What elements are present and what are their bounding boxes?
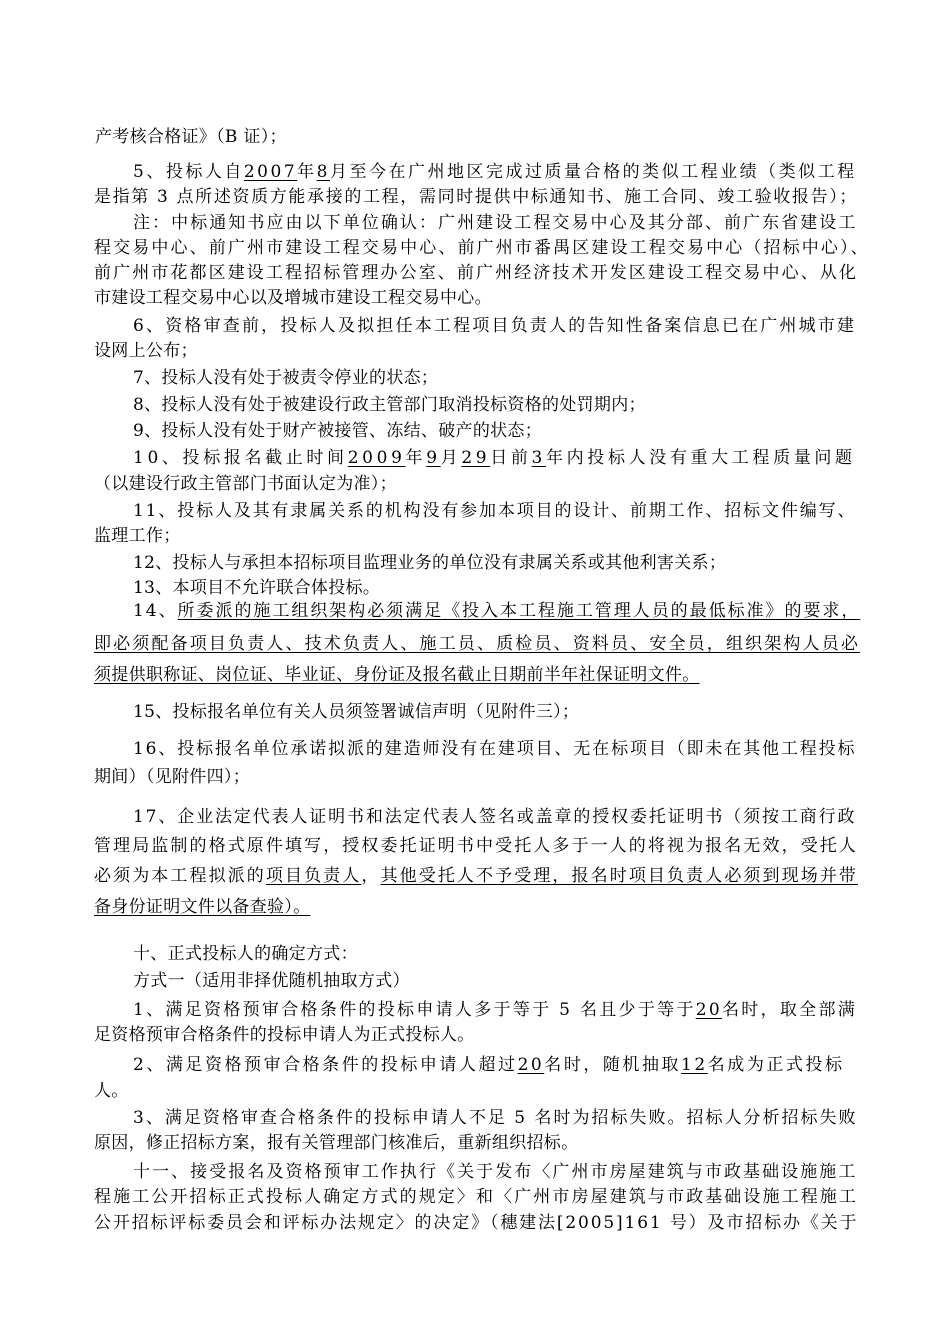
text-line xyxy=(94,526,181,546)
text-segment: 方式一（适用非择优随机抽取方式） xyxy=(133,971,410,991)
text-segment: 2、满足资格预审合格条件的投标申请人超过 xyxy=(133,1055,518,1075)
text-segment: 6、资格审查前，投标人及拟担任本工程项目负责人的告知性备案信息已在广州城市建 xyxy=(133,316,857,336)
underlined-text: 2009 xyxy=(347,448,406,468)
text-line xyxy=(133,553,726,573)
text-segment: 名时，随机抽取 xyxy=(544,1055,682,1075)
text-line xyxy=(133,448,856,468)
text-segment: 管理局监制的格式原件填写，授权委托证明书中受托人多于一人的将视为报名无效，受托人 xyxy=(94,836,858,856)
text-segment: 市建设工程交易中心以及增城市建设工程交易中心。 xyxy=(94,288,492,308)
underlined-text: 所委派的施工组织架构必须满足《投入本工程施工管理人员的最低标准》的要求， xyxy=(177,601,861,621)
text-segment: 年 xyxy=(405,448,427,468)
text-line xyxy=(133,162,857,182)
text-line xyxy=(133,1000,857,1020)
text-line xyxy=(94,474,397,494)
text-segment: 5、投标人自 xyxy=(133,162,244,182)
text-line xyxy=(133,944,358,964)
text-segment: 11、投标人及其有隶属关系的机构没有参加本项目的设计、前期工作、招标文件编写、 xyxy=(133,501,857,521)
text-segment: 7、投标人没有处于被责令停业的状态； xyxy=(133,368,439,388)
text-line xyxy=(94,1213,858,1233)
text-segment: 是指第 3 点所述资质方能承接的工程，需同时提供中标通知书、施工合同、竣工验收报告）； xyxy=(94,187,859,207)
text-line xyxy=(94,767,250,787)
text-segment: 月至今在广州地区完成过质量合格的类似工程业绩（类似工程 xyxy=(330,162,857,182)
underlined-text: 12 xyxy=(681,1055,708,1075)
underlined-text: 2007 xyxy=(243,162,298,182)
text-segment: 必须为本工程拟派的 xyxy=(94,866,266,886)
text-line xyxy=(94,1025,475,1045)
text-line xyxy=(133,501,856,521)
text-line xyxy=(94,1133,578,1153)
text-segment: 设网上公布； xyxy=(94,341,198,361)
text-line xyxy=(94,665,700,685)
text-segment: 1、满足资格预审合格条件的投标申请人多于等于 5 名且少于等于 xyxy=(133,1000,696,1020)
underlined-text: 其他受托人不予受理，报名时项目负责人必须到现场并带 xyxy=(380,866,859,886)
text-line xyxy=(94,1187,858,1207)
text-segment: 17、企业法定代表人证明书和法定代表人签名或盖章的授权委托证明书（须按工商行政 xyxy=(133,807,857,827)
text-line xyxy=(94,866,858,886)
text-segment: 名成为正式投标 xyxy=(707,1055,845,1075)
underlined-text: 须提供职称证、岗位证、毕业证、身份证及报名截止日期前半年社保证明文件。 xyxy=(94,665,700,685)
text-segment: 名时，取全部满 xyxy=(721,1000,858,1020)
text-segment: 程交易中心、前广州市建设工程交易中心、前广州市番禺区建设工程交易中心（招标中心）、 xyxy=(94,238,870,258)
text-line xyxy=(133,971,410,991)
underlined-text: 9 xyxy=(426,448,441,468)
text-line xyxy=(94,263,858,283)
text-segment: 日前 xyxy=(490,448,532,468)
text-segment: 13、本项目不允许联合体投标。 xyxy=(133,578,381,598)
text-segment: 年内投标人没有重大工程质量问题 xyxy=(546,448,856,468)
underlined-text: 8 xyxy=(316,162,330,182)
text-segment: 十一、接受报名及资格预审工作执行《关于发布〈广州市房屋建筑与市政基础设施施工 xyxy=(133,1162,858,1182)
text-line xyxy=(133,1162,857,1182)
text-line xyxy=(133,807,856,827)
text-line xyxy=(95,127,287,147)
text-line xyxy=(133,368,438,388)
text-segment: 足资格预审合格条件的投标申请人为正式投标人。 xyxy=(94,1025,475,1045)
text-segment: 人。 xyxy=(94,1081,129,1101)
text-segment: 16、投标报名单位承诺拟派的建造师没有在建项目、无在标项目（即未在其他工程投标 xyxy=(133,739,857,759)
text-segment: 监理工作； xyxy=(94,526,181,546)
text-segment: 年 xyxy=(297,162,317,182)
text-segment: ， xyxy=(361,866,381,886)
text-line xyxy=(133,1108,857,1128)
text-line xyxy=(94,288,492,308)
text-line xyxy=(133,395,646,415)
text-segment: 8、投标人没有处于被建设行政主管部门取消投标资格的处罚期内； xyxy=(133,395,646,415)
text-segment: 公开招标评标委员会和评标办法规定〉的决定》（穗建法[2005]161 号）及市招标办《关于 xyxy=(94,1213,859,1233)
underlined-text: 即必须配备项目负责人、技术负责人、施工员、质检员、资料员、安全员，组织架构人员必 xyxy=(94,634,860,654)
text-line xyxy=(94,634,860,654)
underlined-text: 备身份证明文件以备查验）。 xyxy=(94,897,311,917)
text-segment: 注：中标通知书应由以下单位确认：广州建设工程交易中心及其分部、前广东省建设工 xyxy=(133,213,858,233)
underlined-text: 20 xyxy=(517,1055,545,1075)
text-segment: （以建设行政主管部门书面认定为准）； xyxy=(94,474,397,494)
underlined-text: 20 xyxy=(695,1000,722,1020)
underlined-text: 3 xyxy=(531,448,547,468)
text-line xyxy=(133,213,857,233)
text-line xyxy=(133,702,579,722)
text-segment: 12、投标人与承担本招标项目监理业务的单位没有隶属关系或其他利害关系； xyxy=(133,553,727,573)
text-segment: 月 xyxy=(440,448,462,468)
text-line xyxy=(133,601,860,621)
text-segment: 14、 xyxy=(133,601,178,621)
text-segment: 10、投标报名截止时间 xyxy=(133,448,348,468)
text-line xyxy=(133,316,856,336)
text-line xyxy=(133,578,380,598)
text-line xyxy=(94,238,870,258)
text-segment: 程施工公开招标正式投标人确定方式的规定〉和〈广州市房屋建筑与市政基础设施工程施工 xyxy=(94,1187,858,1207)
text-line xyxy=(94,1081,129,1101)
text-segment: 9、投标人没有处于财产被接管、冻结、破产的状态； xyxy=(133,421,543,441)
text-line xyxy=(133,739,856,759)
text-segment: 十、正式投标人的确定方式： xyxy=(133,944,358,964)
text-segment: 原因，修正招标方案，报有关管理部门核准后，重新组织招标。 xyxy=(94,1133,579,1153)
text-line xyxy=(133,1055,845,1075)
text-line xyxy=(94,897,310,917)
underlined-text: 29 xyxy=(461,448,491,468)
text-line xyxy=(94,341,198,361)
text-line xyxy=(133,421,542,441)
text-line xyxy=(94,187,858,207)
text-segment: 3、满足资格审查合格条件的投标申请人不足 5 名时为招标失败。招标人分析招标失败 xyxy=(133,1108,858,1128)
underlined-text: 项目负责人 xyxy=(265,866,362,886)
text-segment: 期间）（见附件四）； xyxy=(94,767,250,787)
text-line xyxy=(94,836,858,856)
text-segment: 前广州市花都区建设工程招标管理办公室、前广州经济技术开发区建设工程交易中心、从化 xyxy=(94,263,858,283)
text-segment: 15、投标报名单位有关人员须签署诚信声明（见附件三）； xyxy=(133,702,580,722)
text-segment: 产考核合格证》（B 证）； xyxy=(95,127,287,147)
